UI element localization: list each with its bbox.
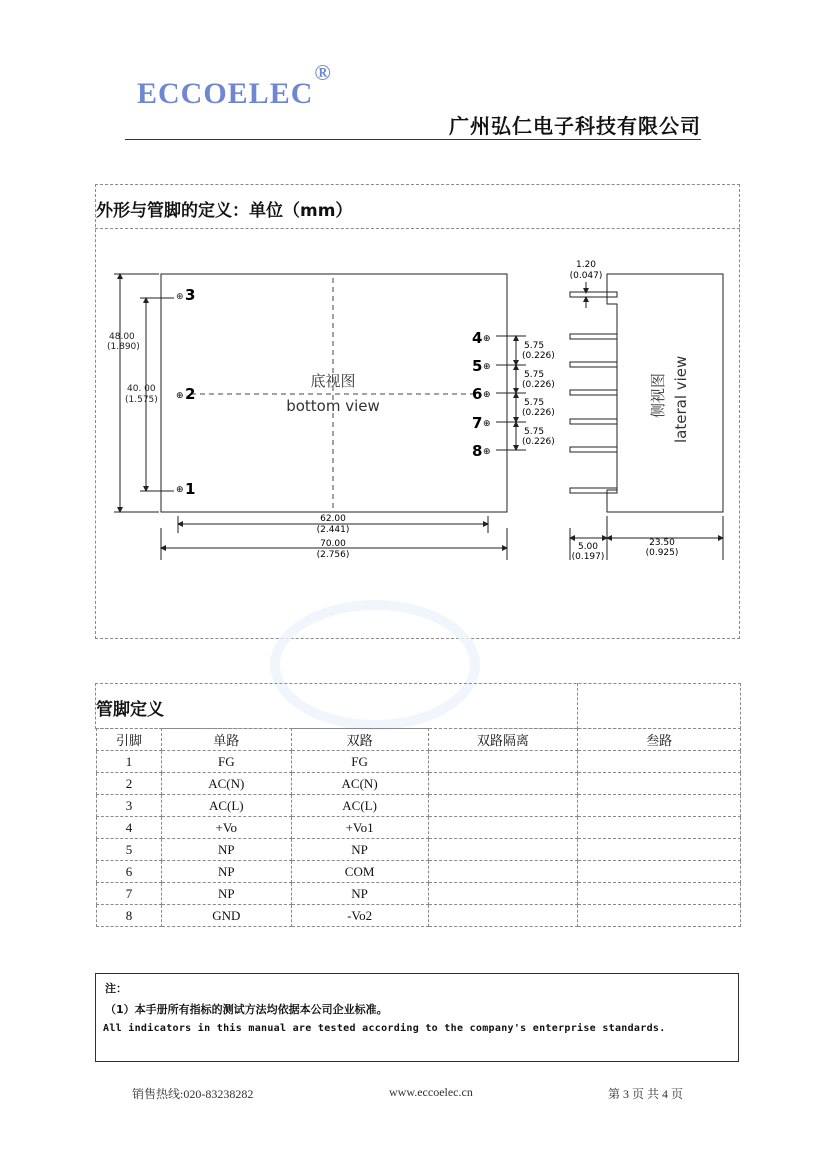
pin-7-label: 7 (472, 414, 483, 432)
footer-page-number: 第 3 页 共 4 页 (608, 1087, 684, 1101)
lateral-pin (570, 362, 617, 367)
brand-logo (137, 60, 332, 111)
table-row (97, 883, 741, 905)
cell: 1 (97, 751, 162, 773)
cell (428, 817, 578, 839)
pin-row-dim-mm: 62.00 (320, 514, 346, 524)
cell (428, 839, 578, 861)
cell: AC(L) (291, 795, 428, 817)
note-line-en: All indicators in this manual are tested according to the company's enterprise standards. (103, 1023, 666, 1034)
cell: 8 (97, 905, 162, 927)
pin-mark-icon: ⊕ (483, 447, 491, 457)
cell (578, 839, 741, 861)
length-dim-mm: 70.00 (320, 539, 346, 549)
col-header-dual: 双路 (291, 729, 428, 751)
cell: COM (291, 861, 428, 883)
outline-section-title: 外形与管脚的定义：单位（mm） (96, 201, 353, 221)
col-header-pin: 引脚 (97, 729, 162, 751)
pin-3-label: 3 (185, 286, 196, 304)
cell (578, 883, 741, 905)
footer-hotline: 销售热线:020-83238282 (132, 1087, 254, 1101)
pitch-dim-mm: 5.75 (524, 370, 545, 380)
company-name: 广州弘仁电子科技有限公司 (449, 114, 701, 138)
cell (578, 773, 741, 795)
cell (428, 795, 578, 817)
notes-box (95, 973, 739, 1062)
cell: NP (161, 861, 291, 883)
col-header-triple: 叁路 (578, 729, 741, 751)
cell: FG (161, 751, 291, 773)
pin-4-label: 4 (472, 329, 483, 347)
table-row (97, 817, 741, 839)
note-line-cn: （1）本手册所有指标的测试方法均依据本公司企业标准。 (105, 1003, 388, 1016)
pin-section-title: 管脚定义 (96, 700, 164, 720)
pitch-dim-mm: 5.75 (524, 398, 545, 408)
lateral-view-label-en: lateral view (672, 355, 690, 443)
pitch-dim-in: (0.226) (522, 351, 555, 361)
bottom-view-outline (161, 274, 507, 512)
notes-title: 注： (105, 982, 127, 995)
pin-section-header-box (95, 683, 741, 729)
pin-6-label: 6 (472, 385, 483, 403)
pin-span-dim-in: (1.575) (125, 395, 158, 405)
cell: AC(L) (161, 795, 291, 817)
lateral-pin (570, 334, 617, 339)
table-row (97, 751, 741, 773)
pin-mark-icon: ⊕ (483, 390, 491, 400)
pitch-dim-in: (0.226) (522, 408, 555, 418)
cell: 4 (97, 817, 162, 839)
footer-website[interactable]: www.eccoelec.cn (389, 1085, 473, 1099)
pin-mark-icon: ⊕ (483, 419, 491, 429)
length-dim-in: (2.756) (316, 550, 350, 560)
pin-span-dim-mm: 40. 00 (127, 384, 156, 394)
cell: FG (291, 751, 428, 773)
pin-definition-table (96, 728, 741, 927)
cell (428, 861, 578, 883)
cell: AC(N) (291, 773, 428, 795)
bottom-view-label-cn: 底视图 (310, 372, 356, 390)
lateral-pin (570, 292, 617, 297)
pin-5-label: 5 (472, 357, 483, 375)
body-height-dim-in: (0.925) (645, 548, 679, 558)
dimension-drawing (96, 228, 736, 568)
lateral-pin (570, 447, 617, 452)
table-row (97, 839, 741, 861)
cell: NP (291, 839, 428, 861)
cell: AC(N) (161, 773, 291, 795)
table-header-row (97, 729, 741, 751)
cell (578, 795, 741, 817)
cell (578, 905, 741, 927)
pin-mark-icon: ⊕ (176, 292, 184, 302)
table-row (97, 773, 741, 795)
pin-2-label: 2 (185, 385, 196, 403)
lateral-pin (570, 390, 617, 395)
cell (428, 905, 578, 927)
header-divider (125, 139, 701, 140)
logo-text: ECCOELEC (137, 77, 314, 110)
cell (578, 751, 741, 773)
pin-header-divider (577, 683, 578, 729)
pin-8-label: 8 (472, 442, 483, 460)
cell (428, 773, 578, 795)
cell (428, 751, 578, 773)
registered-mark: ® (314, 60, 332, 85)
pin-mark-icon: ⊕ (176, 391, 184, 401)
table-row (97, 795, 741, 817)
cell: 5 (97, 839, 162, 861)
pin-mark-icon: ⊕ (176, 485, 184, 495)
cell: NP (161, 839, 291, 861)
cell: -Vo2 (291, 905, 428, 927)
pitch-dim-mm: 5.75 (524, 341, 545, 351)
pin-row-dim-in: (2.441) (316, 525, 350, 535)
cell: NP (291, 883, 428, 905)
cell: GND (161, 905, 291, 927)
height-dim-mm: 48.00 (109, 332, 135, 342)
lateral-pin (570, 419, 617, 424)
cell: NP (161, 883, 291, 905)
pin-mark-icon: ⊕ (483, 362, 491, 372)
cell (428, 883, 578, 905)
pitch-dim-in: (0.226) (522, 380, 555, 390)
bottom-view-label-en: bottom view (286, 397, 380, 415)
cell: 2 (97, 773, 162, 795)
pitch-dim-mm: 5.75 (524, 427, 545, 437)
lateral-pins (570, 292, 617, 493)
pin-1-label: 1 (185, 480, 196, 498)
table-row (97, 905, 741, 927)
height-dim-in: (1.890) (107, 342, 140, 352)
pin-dia-dim-in: (0.047) (569, 271, 603, 281)
body-height-dim-mm: 23.50 (649, 538, 675, 548)
cell: 7 (97, 883, 162, 905)
cell: +Vo1 (291, 817, 428, 839)
pin-length-dim-mm: 5.00 (577, 542, 599, 552)
table-row (97, 861, 741, 883)
pin-dia-dim-mm: 1.20 (575, 260, 597, 270)
cell: 3 (97, 795, 162, 817)
pitch-dim-in: (0.226) (522, 437, 555, 447)
cell: 6 (97, 861, 162, 883)
pin-mark-icon: ⊕ (483, 334, 491, 344)
lateral-view-label-cn: 侧视图 (649, 372, 667, 418)
cell: +Vo (161, 817, 291, 839)
col-header-single: 单路 (161, 729, 291, 751)
cell (578, 861, 741, 883)
col-header-dual-isolated: 双路隔离 (428, 729, 578, 751)
pin-length-dim-in: (0.197) (571, 552, 605, 562)
cell (578, 817, 741, 839)
